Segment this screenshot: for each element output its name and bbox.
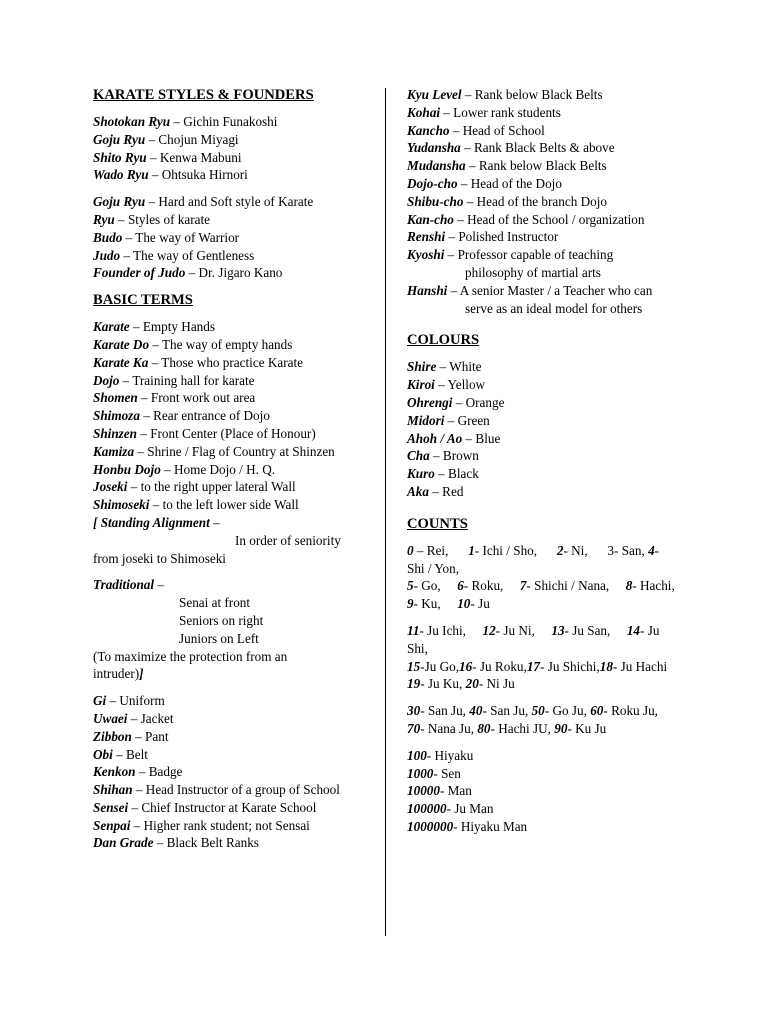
list-item: Shinzen – Front Center (Place of Honour) [93, 425, 316, 441]
list-item: 100000- Ju Man [407, 801, 494, 817]
list-item: Kyu Level – Rank below Black Belts [407, 87, 603, 102]
list-item: 100- Hiyaku [407, 747, 474, 763]
list-item: Juniors on Left [179, 630, 259, 646]
list-item: Aka – Red [407, 483, 464, 499]
standing-alignment-detail: In order of seniority [235, 532, 341, 548]
list-item: Midori – Green [407, 412, 490, 428]
list-item: Goju Ryu – Hard and Soft style of Karate [93, 194, 314, 210]
list-item: Joseki – to the right upper lateral Wall [93, 479, 296, 495]
list-item: Hanshi – A senior Master / a Teacher who can [407, 282, 653, 298]
list-item: Karate Do – The way of empty hands [93, 336, 293, 352]
list-item: Senpai – Higher rank student; not Sensai [93, 817, 310, 833]
styles-heading: KARATE STYLES & FOUNDERS [93, 87, 314, 103]
list-item: Kyoshi – Professor capable of teaching [407, 247, 614, 263]
list-item: Shibu-cho – Head of the branch Dojo [407, 193, 607, 209]
colours-list [407, 358, 707, 500]
ranks-list [407, 86, 707, 317]
list-item: Zibbon – Pant [93, 728, 169, 744]
list-item: Kancho – Head of School [407, 122, 545, 138]
list-item-continuation: philosophy of martial arts [465, 264, 601, 280]
list-item: Ahoh / Ao – Blue [407, 430, 501, 446]
list-item: Shimoseki – to the left lower side Wall [93, 497, 299, 513]
list-item: Sensei – Chief Instructor at Karate School [93, 799, 317, 815]
list-item: Gi – Uniform [93, 693, 165, 709]
list-item: Karate Ka – Those who practice Karate [93, 354, 303, 370]
list-item: 1000000- Hiyaku Man [407, 818, 528, 834]
list-item: Mudansha – Rank below Black Belts [407, 158, 607, 174]
list-item: Kohai – Lower rank students [407, 104, 561, 120]
list-item: Ohrengi – Orange [407, 394, 505, 410]
list-item: Kan-cho – Head of the School / organization [407, 211, 645, 227]
list-item: Shire – White [407, 359, 482, 375]
traditional-note: intruder)] [93, 666, 144, 682]
list-item: Shomen – Front work out area [93, 390, 256, 406]
standing-alignment-detail: from joseki to Shimoseki [93, 550, 226, 566]
list-item: Ryu – Styles of karate [93, 211, 210, 227]
list-item: Budo – The way of Warrior [93, 229, 240, 245]
basic-terms-heading: BASIC TERMS [93, 292, 193, 309]
list-item: Goju Ryu – Chojun Miyagi [93, 131, 239, 147]
right-column [407, 86, 707, 845]
list-item: Kuro – Black [407, 466, 479, 482]
list-item: Kiroi – Yellow [407, 377, 486, 393]
list-item: Honbu Dojo – Home Dojo / H. Q. [93, 461, 276, 477]
list-item: Founder of Judo – Dr. Jigaro Kano [93, 265, 283, 281]
list-item: Kenkon – Badge [93, 764, 183, 780]
counts-heading: COUNTS [407, 515, 468, 532]
list-item: Senai at front [179, 595, 251, 611]
traditional-line: Traditional – [93, 577, 164, 593]
list-item: Wado Ryu – Ohtsuka Hirnori [93, 167, 248, 183]
counts-tens: 30- San Ju, 40- San Ju, 50- Go Ju, 60- Roku Ju, 70- Nana Ju, 80- Hachi JU, 90- Ku Ju [407, 703, 658, 736]
traditional-block [93, 576, 375, 683]
list-item: Dan Grade – Black Belt Ranks [93, 835, 259, 851]
colours-heading: COLOURS [407, 332, 480, 349]
list-item: Shito Ryu – Kenwa Mabuni [93, 149, 242, 165]
uniform-ranks-list [93, 692, 375, 852]
list-item: Judo – The way of Gentleness [93, 247, 255, 263]
list-item: Kamiza – Shrine / Flag of Country at Shinzen [93, 443, 335, 459]
column-divider [385, 88, 386, 936]
list-item: Yudansha – Rank Black Belts & above [407, 140, 615, 156]
list-item: Shotokan Ryu – Gichin Funakoshi [93, 114, 278, 129]
list-item: Seniors on right [179, 612, 264, 628]
list-item: Shimoza – Rear entrance of Dojo [93, 408, 270, 424]
basic-terms-list [93, 318, 375, 567]
list-item: 1000- Sen [407, 765, 461, 781]
list-item: Dojo – Training hall for karate [93, 372, 255, 388]
standing-alignment-line: [ Standing Alignment – [93, 514, 220, 530]
list-item: Renshi – Polished Instructor [407, 229, 559, 245]
list-item: Uwaei – Jacket [93, 710, 174, 726]
list-item: 10000- Man [407, 783, 472, 799]
counts-0-10: 0 – Rei, 1- Ichi / Sho, 2- Ni, 3- San, 4- Shi / Yon, 5- Go, 6- Roku, 7- Shichi / Nana, 8- Hachi, 9- Ku, 10- Ju [407, 542, 679, 612]
traditional-note: (To maximize the protection from an [93, 648, 288, 664]
list-item: Shihan – Head Instructor of a group of School [93, 782, 340, 798]
counts-large [407, 747, 707, 836]
counts-11-20: 11- Ju Ichi, 12- Ju Ni, 13- Ju San, 14- Ju Shi, 15-Ju Go,16- Ju Roku,17- Ju Shichi,18- Ju Hachi 19- Ju Ku, 20- Ni Ju [407, 622, 671, 692]
list-item: Cha – Brown [407, 448, 479, 464]
list-item: Karate – Empty Hands [93, 319, 215, 335]
styles-list [93, 113, 375, 184]
left-column [93, 86, 375, 861]
list-item: Obi – Belt [93, 746, 148, 762]
list-item-continuation: serve as an ideal model for others [465, 300, 643, 316]
general-terms-list [93, 193, 375, 282]
list-item: Dojo-cho – Head of the Dojo [407, 175, 562, 191]
